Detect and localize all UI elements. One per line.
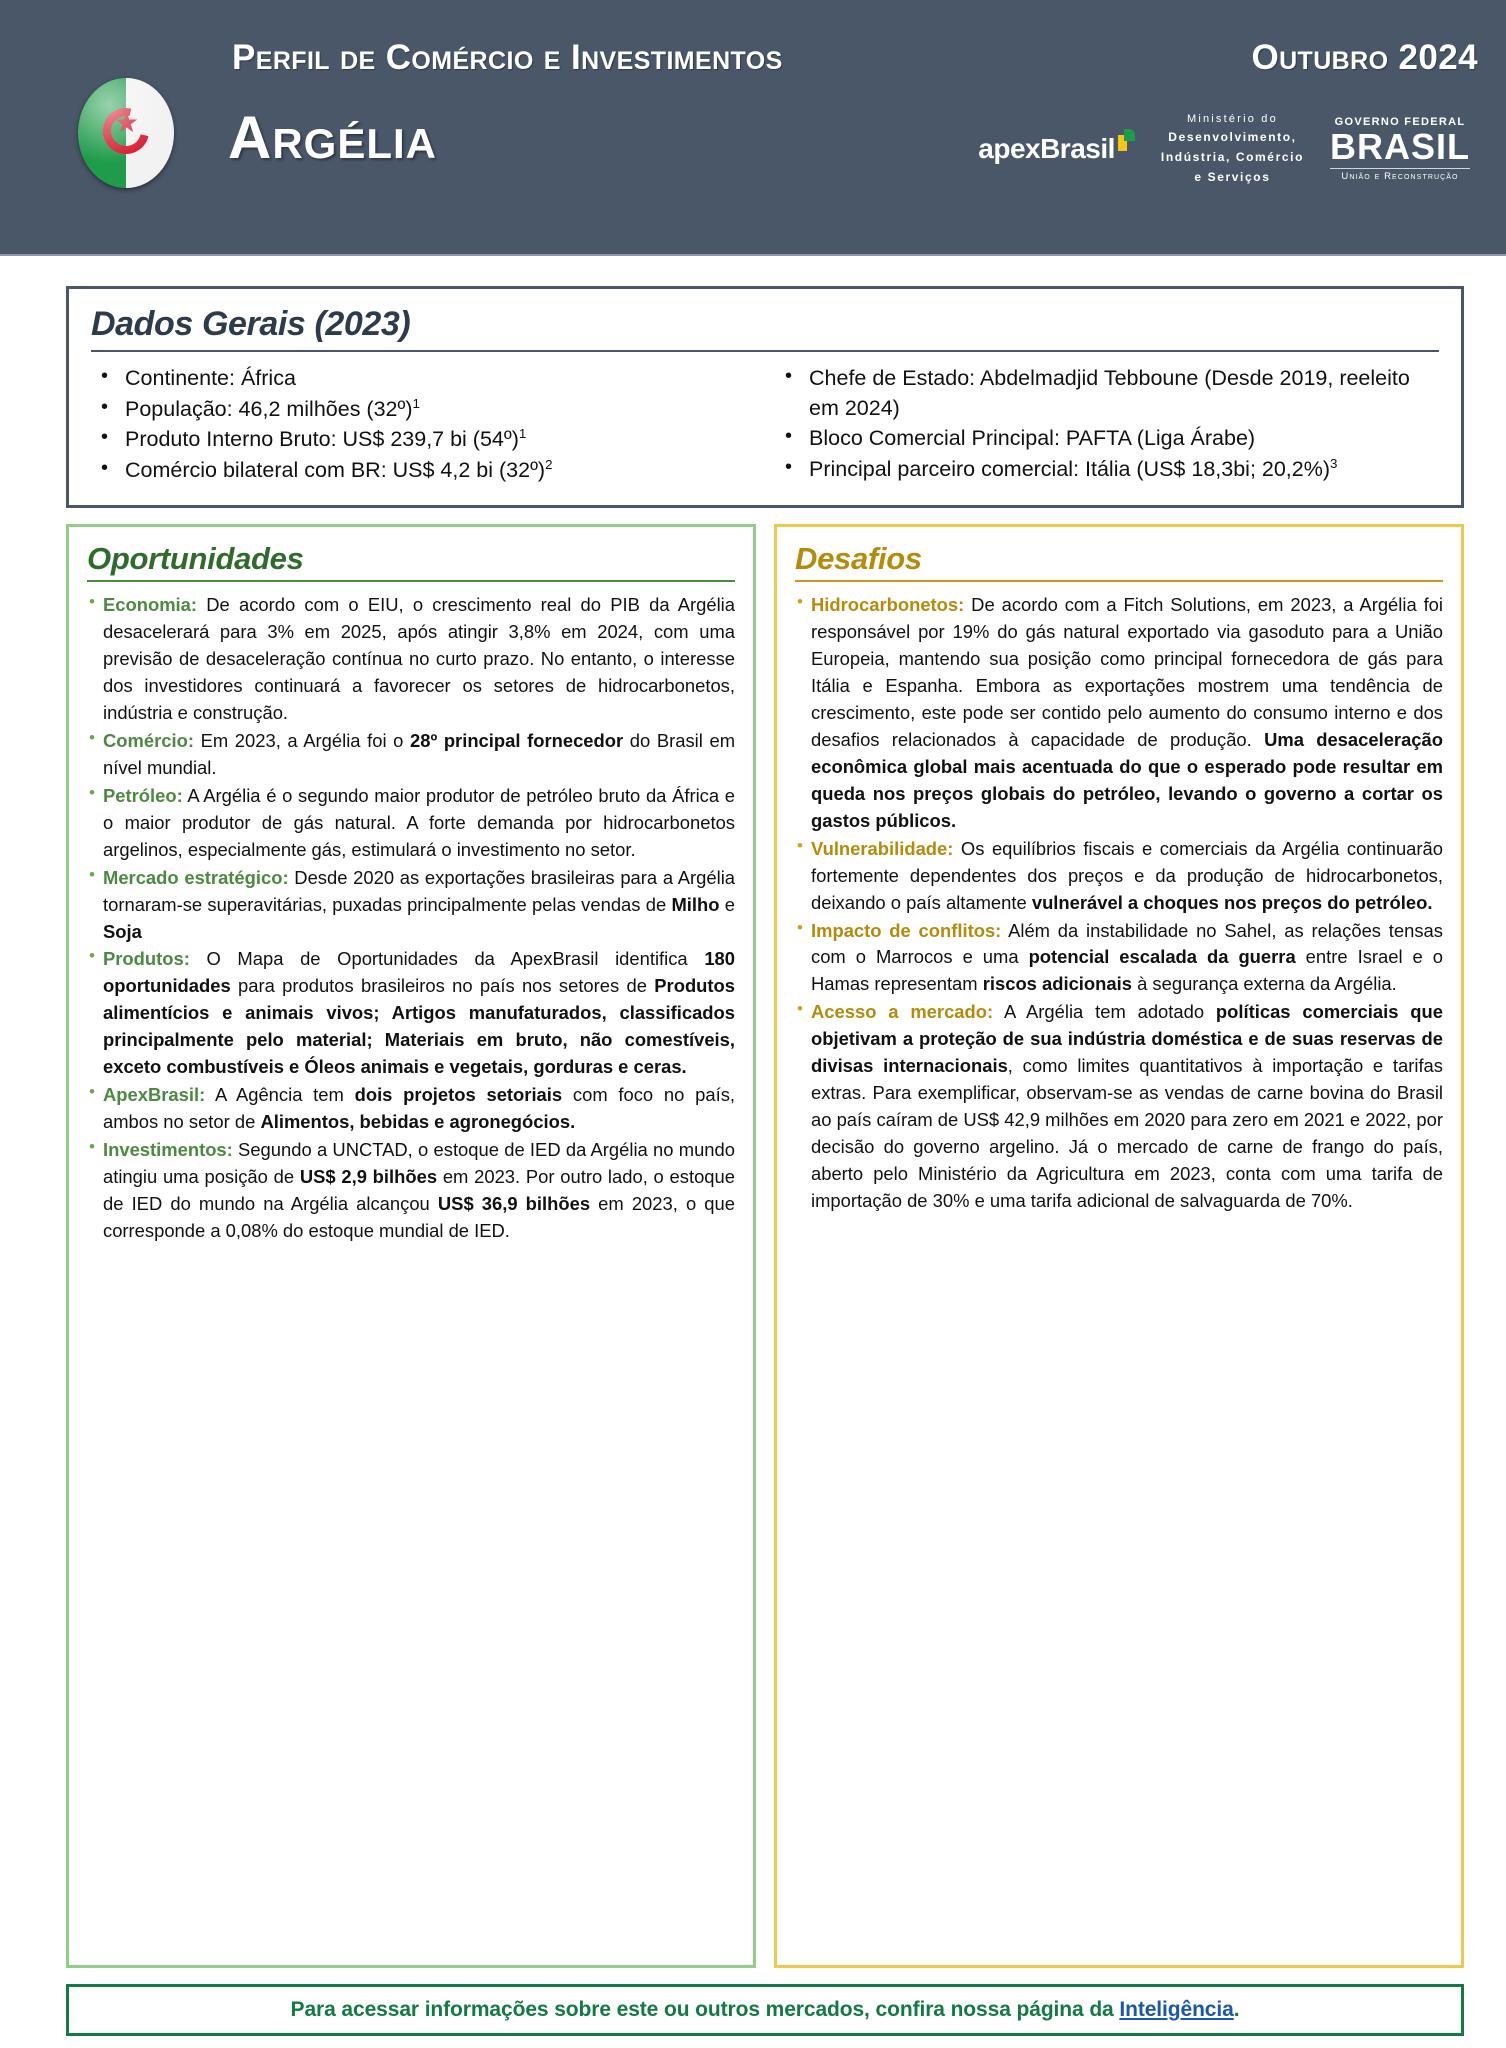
desafios-title: Desafios	[795, 541, 922, 577]
page-header	[0, 0, 1506, 256]
footer-callout	[66, 1984, 1464, 2036]
dados-gerais-item: • Continente: África	[91, 364, 755, 394]
dados-gerais-left-column	[91, 364, 755, 487]
header-logos	[978, 110, 1470, 188]
gov-logo-top: GOVERNO FEDERAL	[1334, 115, 1466, 128]
desafio-item: • Hidrocarbonetos: De acordo com a Fitch Solutions, em 2023, a Argélia foi responsável por 19% do gás natural exportado via gasoduto para a União Europeia, mantendo sua posição como principal fornecedora de gás para Itália e Espanha. Embora as exportações mostrem uma tendência de crescimento, este pode ser contido pelo aumento do consumo interno e dos desafios relacionados à capacidade de produção. Uma desaceleração econômica global mais acentuada do que o esperado pode resultar em queda nos preços globais do petróleo, levando o governo a cortar os gastos públicos.	[795, 592, 1443, 835]
algeria-flag-roundel-icon	[78, 78, 174, 188]
oportunidade-item: • Mercado estratégico: Desde 2020 as exportações brasileiras para a Argélia tornaram-se superavitárias, puxadas principalmente pelas vendas de Milho e Soja	[87, 865, 735, 946]
dados-gerais-divider	[91, 350, 1439, 352]
gov-logo-tagline: União e Reconstrução	[1330, 168, 1470, 182]
desafio-item: • Vulnerabilidade: Os equilíbrios fiscais e comerciais da Argélia continuarão fortemente dependentes dos preços e da produção de hidrocarbonetos, deixando o país altamente vulnerável a choques nos preços do petróleo.	[795, 836, 1443, 917]
item-lead: Comércio:	[103, 729, 194, 751]
oportunidade-item: • Investimentos: Segundo a UNCTAD, o estoque de IED da Argélia no mundo atingiu uma posição de US$ 2,9 bilhões em 2023. Por outro lado, o estoque de IED do mundo na Argélia alcançou US$ 36,9 bilhões em 2023, o que corresponde a 0,08% do estoque mundial de IED.	[87, 1137, 735, 1245]
oportunidades-panel	[66, 524, 756, 1968]
inteligencia-link[interactable]: Inteligência	[1119, 1998, 1234, 2021]
item-lead: Investimentos:	[103, 1139, 233, 1161]
header-kicker: Perfil de Comércio e Investimentos	[232, 38, 783, 77]
footer-text-before: Para acessar informações sobre este ou outros mercados, confira nossa página da	[290, 1998, 1120, 2021]
panels-row	[66, 524, 1464, 1968]
page-title: Argélia	[228, 104, 437, 171]
item-lead: Acesso a mercado:	[811, 1001, 994, 1023]
item-lead: Hidrocarbonetos:	[811, 594, 965, 616]
ministry-line-2: Desenvolvimento,	[1168, 130, 1297, 145]
dados-gerais-left-list	[91, 364, 755, 486]
oportunidade-item: • Produtos: O Mapa de Oportunidades da ApexBrasil identifica 180 oportunidades para produtos brasileiros no país nos setores de Produtos alimentícios e animais vivos; Artigos manufaturados, classificados principalmente pelo material; Materiais em bruto, não comestíveis, exceto combustíveis e Óleos animais e vegetais, gorduras e ceras.	[87, 946, 735, 1081]
desafio-item: • Acesso a mercado: A Argélia tem adotado políticas comerciais que objetivam a proteção de sua indústria doméstica e de suas reservas de divisas internacionais, como limites quantitativos à importação e tarifas extras. Para exemplificar, observam-se as vendas de carne bovina do Brasil ao país caíram de US$ 42,9 milhões em 2020 para zero em 2021 e 2022, por decisão do governo argelino. Já o mercado de carne de frango do país, aberto pelo Ministério da Agricultura em 2023, conta com uma tarifa de importação de 30% e uma tarifa adicional de salvaguarda de 70%.	[795, 999, 1443, 1215]
dados-gerais-item: • Bloco Comercial Principal: PAFTA (Liga Árabe)	[775, 424, 1439, 454]
oportunidades-list	[87, 592, 735, 1245]
footer-text	[291, 1998, 1240, 2021]
ministry-line-1: Ministério do	[1186, 113, 1278, 125]
ministry-line-4: e Serviços	[1194, 169, 1271, 184]
item-lead: Vulnerabilidade:	[811, 837, 954, 859]
desafios-panel	[774, 524, 1464, 1968]
desafios-divider	[795, 580, 1443, 582]
dados-gerais-item: • Produto Interno Bruto: US$ 239,7 bi (54º)$^1$	[91, 425, 755, 455]
apexbrasil-logo-text: apexBrasil	[978, 132, 1115, 164]
header-date: Outubro 2024	[1251, 38, 1478, 77]
page-content	[0, 256, 1506, 2048]
dados-gerais-item: • Chefe de Estado: Abdelmadjid Tebboune (Desde 2019, reeleito em 2024)	[775, 364, 1439, 423]
desafios-list	[795, 592, 1443, 1215]
item-lead: Mercado estratégico:	[103, 866, 289, 888]
dados-gerais-item: • Comércio bilateral com BR: US$ 4,2 bi (32º)$^2$	[91, 456, 755, 486]
dados-gerais-item: • Principal parceiro comercial: Itália (US$ 18,3bi; 20,2%)$^3$	[775, 455, 1439, 485]
apexbrasil-logo-mark-icon	[1118, 129, 1135, 151]
dados-gerais-section	[66, 286, 1464, 508]
governo-federal-logo	[1330, 116, 1470, 182]
oportunidade-item: • Petróleo: A Argélia é o segundo maior produtor de petróleo bruto da África e o maior produtor de gás natural. A forte demanda por hidrocarbonetos argelinos, especialmente gás, estimulará o investimento no setor.	[87, 783, 735, 864]
oportunidade-item: • ApexBrasil: A Agência tem dois projetos setoriais com foco no país, ambos no setor de Alimentos, bebidas e agronegócios.	[87, 1082, 735, 1136]
item-lead: Impacto de conflitos:	[811, 919, 1002, 941]
oportunidade-item: • Comércio: Em 2023, a Argélia foi o 28º principal fornecedor do Brasil em nível mundial.	[87, 728, 735, 782]
item-lead: ApexBrasil:	[103, 1084, 206, 1106]
item-lead: Produtos:	[103, 948, 190, 970]
gov-logo-brasil: BRASIL	[1330, 125, 1470, 167]
apexbrasil-logo	[978, 133, 1135, 165]
flag-gloss-overlay	[78, 78, 174, 188]
dados-gerais-right-list	[775, 364, 1439, 485]
oportunidade-item: • Economia: De acordo com o EIU, o crescimento real do PIB da Argélia desacelerará para 3% em 2025, após atingir 3,8% em 2024, com uma previsão de desaceleração contínua no curto prazo. No entanto, o interesse dos investidores continuará a favorecer os setores de hidrocarbonetos, indústria e construção.	[87, 592, 735, 727]
dados-gerais-title: Dados Gerais (2023)	[91, 305, 411, 343]
oportunidades-divider	[87, 580, 735, 582]
desafio-item: • Impacto de conflitos: Além da instabilidade no Sahel, as relações tensas com o Marrocos e uma potencial escalada da guerra entre Israel e o Hamas representam riscos adicionais à segurança externa da Argélia.	[795, 918, 1443, 999]
item-lead: Economia:	[103, 594, 198, 616]
item-lead: Petróleo:	[103, 784, 183, 806]
oportunidades-title: Oportunidades	[87, 541, 304, 577]
dados-gerais-right-column	[775, 364, 1439, 487]
dados-gerais-item: • População: 46,2 milhões (32º)$^1$	[91, 395, 755, 425]
ministry-line-3: Indústria, Comércio	[1160, 149, 1304, 164]
footer-text-after: .	[1233, 1998, 1240, 2021]
ministry-logo	[1161, 110, 1304, 188]
